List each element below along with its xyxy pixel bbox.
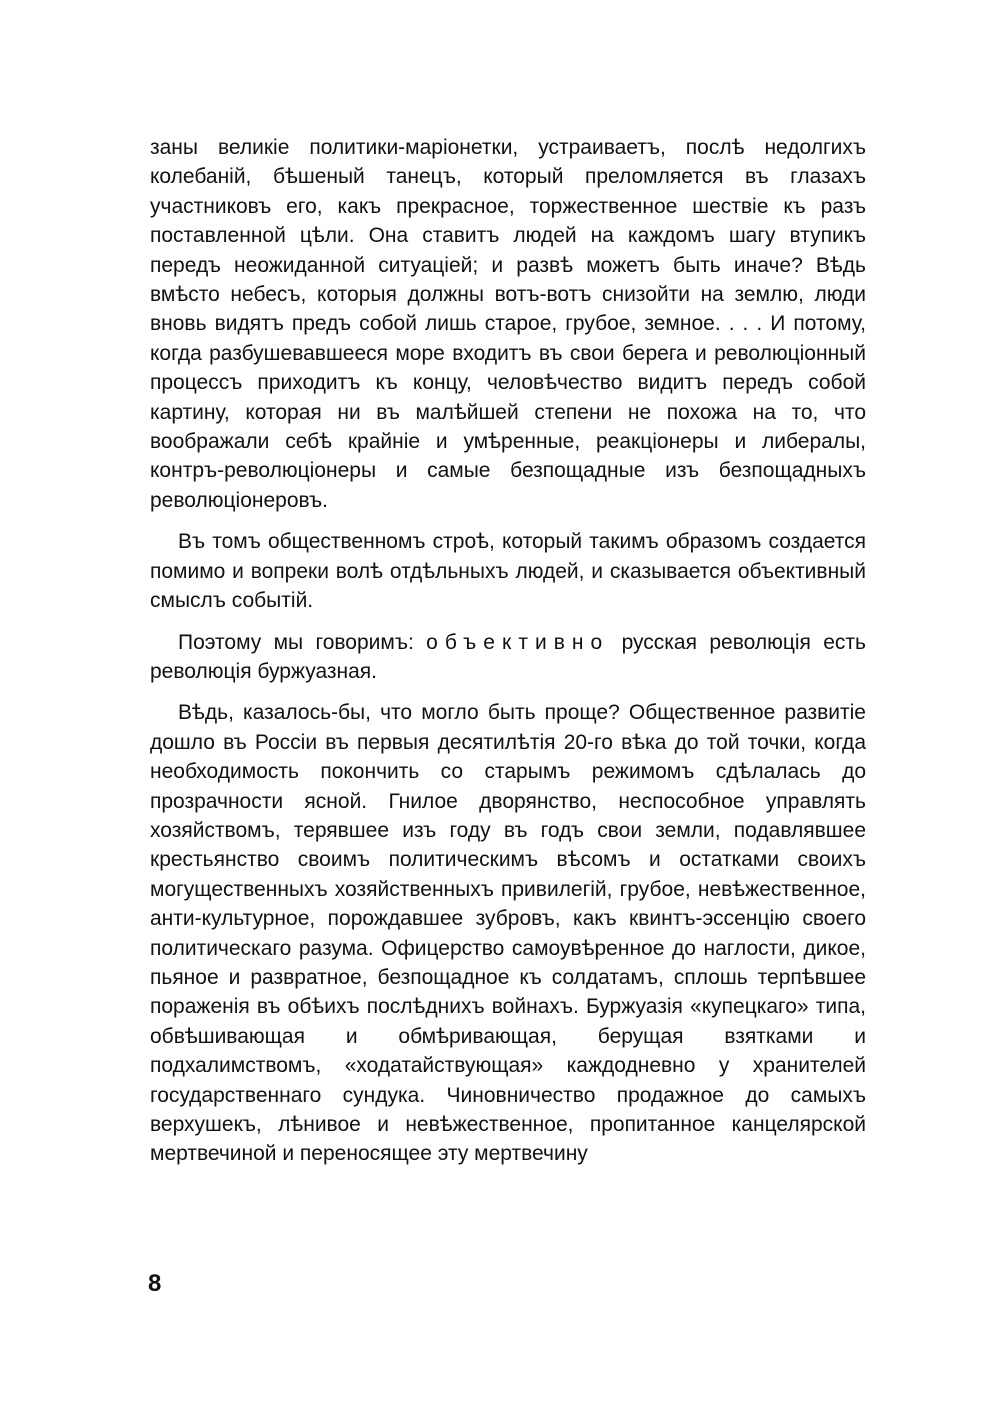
paragraph-1: заны великіе политики-маріонетки, устраиваетъ, послѣ недолгихъ колебаній, бѣшеный танецъ, который преломляется въ глазахъ участниковъ его, какъ прекрасное, торжественное шествіе къ разъ поставленной цѣли. Она ставитъ людей на каждомъ шагу втупикъ передъ неожиданной ситуаціей; и развѣ можетъ быть иначе? Вѣдь вмѣсто небесъ, которыя должны вотъ-вотъ снизойти на землю, люди вновь видятъ предъ собой лишь старое, грубое, земное. . . . И потому, когда разбушевавшееся море входитъ въ свои берега и революціонный процессъ приходитъ къ концу, человѣчество видитъ передъ собой картину, которая ни въ малѣйшей степени не похожа на то, что воображали себѣ крайніе и умѣренные, реакціонеры и либералы, контръ-революціонеры и самые безпощадные изъ безпощадныхъ революціонеровъ.: [150, 136, 866, 512]
paragraph-2: Въ томъ общественномъ строѣ, который такимъ образомъ создается помимо и вопреки волѣ отдѣльныхъ людей, и сказывается объективный смыслъ событій.: [150, 530, 866, 613]
emphasis-word: объективно: [426, 630, 610, 654]
paragraph-3-end: русская революція есть революція буржуазная.: [150, 630, 866, 683]
body-text: [150, 133, 866, 1181]
paragraph-4: Вѣдь, казалось-бы, что могло быть проще? Общественное развитіе дошло въ Россіи въ первыя десятилѣтія 20-го вѣка до той точки, когда необходимость покончить со старымъ режимомъ сдѣлалась до прозрачности ясной. Гнилое дворянство, неспособное управлять хозяйствомъ, терявшее изъ году въ годъ свои земли, подавлявшее крестьянство своимъ политическимъ вѣсомъ и остатками своихъ могущественныхъ хозяйственныхъ привилегій, грубое, невѣжественное, анти-культурное, порождавшее зубровъ, какъ квинтъ-эссенцію своего политическаго разума. Офицерство самоувѣренное до наглости, дикое, пьяное и развратное, безпощадное къ солдатамъ, сплошь терпѣвшее пораженія въ обѣихъ послѣднихъ войнахъ. Буржуазія «купецкаго» типа, обвѣшивающая и обмѣривающая, берущая взятками и подхалимствомъ, «ходатайствующая» каждодневно у хранителей государственнаго сундука. Чиновничество продажное до самыхъ верхушекъ, лѣнивое и невѣжественное, пропитанное канцелярской мертвечиной и переносящее эту мертвечину: [150, 701, 866, 1166]
page-number: 8: [148, 1270, 162, 1297]
paragraph-3-start: Поэтому мы говоримъ:: [178, 630, 427, 654]
paragraph-3: [150, 628, 866, 687]
